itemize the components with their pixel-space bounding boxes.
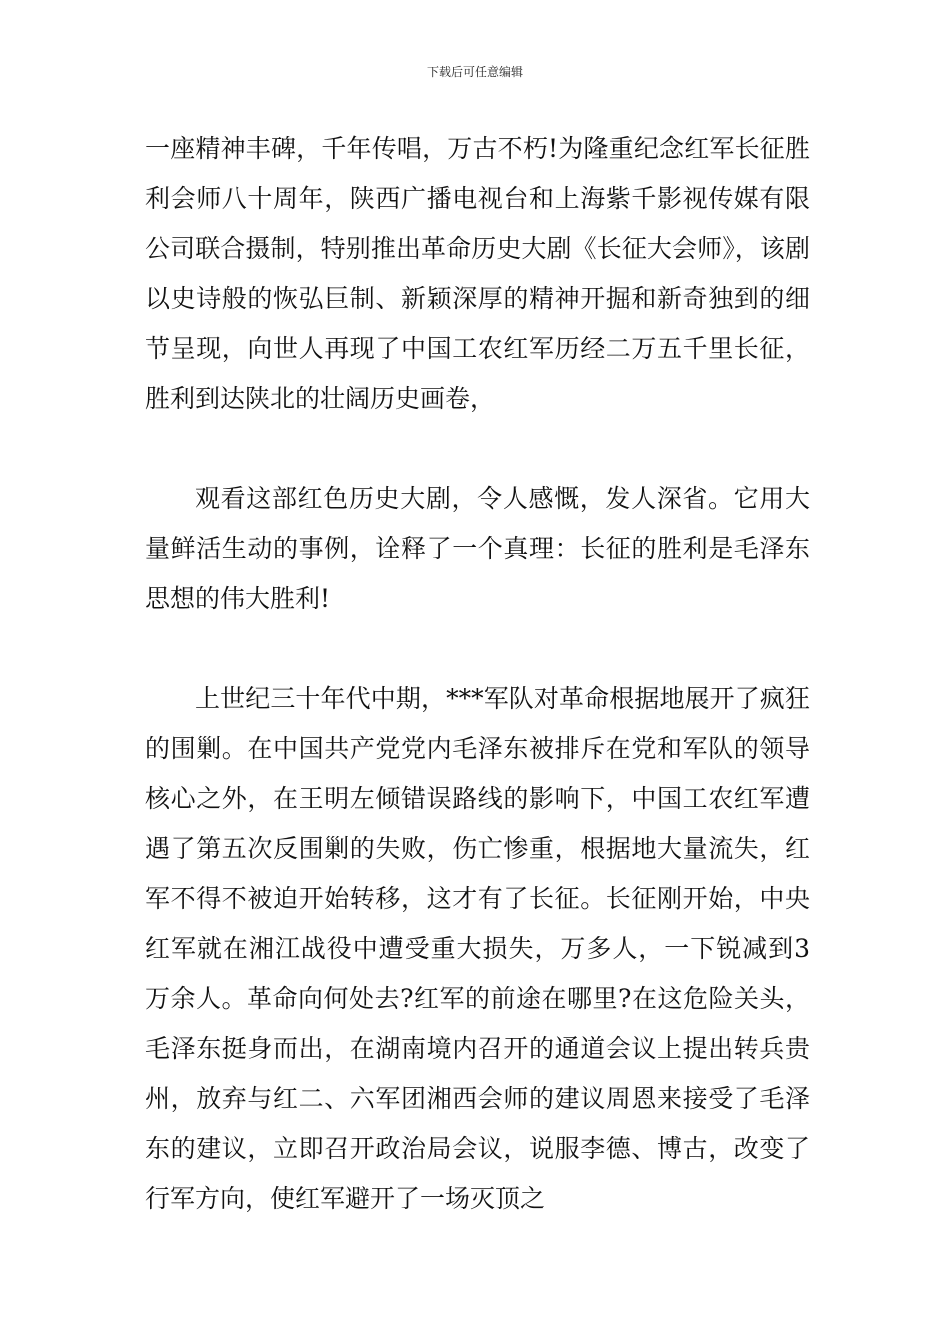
page-header-note: 下载后可任意编辑	[426, 65, 523, 79]
document-body	[145, 124, 810, 1224]
paragraph-1: 一座精神丰碑，千年传唱，万古不朽!为隆重纪念红军长征胜利会师八十周年，陕西广播电视台和上海紫千影视传媒有限公司联合摄制，特别推出革命历史大剧《长征大会师》，该剧以史诗般的恢弘巨制、新颖深厚的精神开掘和新奇独到的细节呈现，向世人再现了中国工农红军历经二万五千里长征，胜利到达陕北的壮阔历史画卷，	[145, 134, 810, 413]
paragraph-gap	[145, 624, 810, 674]
paragraph-2: 观看这部红色历史大剧，令人感慨，发人深省。它用大量鲜活生动的事例，诠释了一个真理：长征的胜利是毛泽东思想的伟大胜利!	[145, 484, 810, 613]
paragraph-3: 上世纪三十年代中期，***军队对革命根据地展开了疯狂的围剿。在中国共产党党内毛泽东被排斥在党和军队的领导核心之外，在王明左倾错误路线的影响下，中国工农红军遭遇了第五次反围剿的失败，伤亡惨重，根据地大量流失，红军不得不被迫开始转移，这才有了长征。长征刚开始，中央红军就在湘江战役中遭受重大损失，万多人，一下锐减到3万余人。革命向何处去?红军的前途在哪里?在这危险关头，毛泽东挺身而出，在湖南境内召开的通道会议上提出转兵贵州，放弃与红二、六军团湘西会师的建议周恩来接受了毛泽东的建议，立即召开政治局会议，说服李德、博古，改变了行军方向，使红军避开了一场灭顶之	[145, 684, 810, 1213]
paragraph-gap	[145, 424, 810, 474]
